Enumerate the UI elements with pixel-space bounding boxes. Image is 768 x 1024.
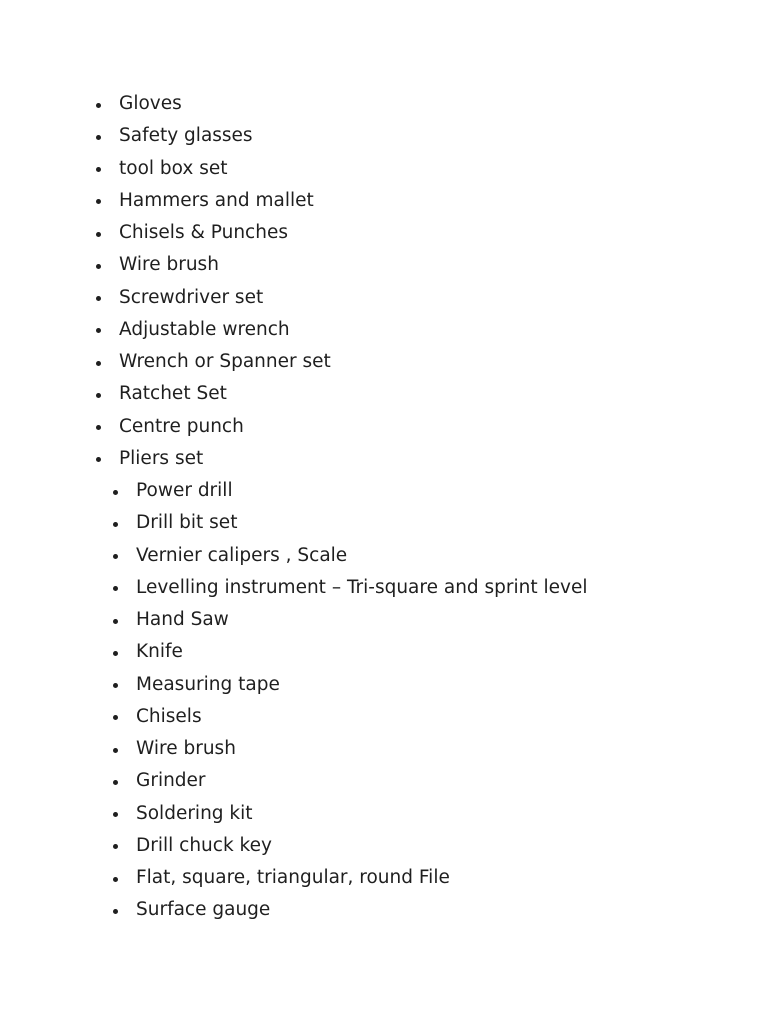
- list-item: [0, 217, 768, 249]
- bullet-icon: [113, 522, 118, 527]
- bullet-icon: [96, 264, 101, 269]
- bullet-icon: [96, 457, 101, 462]
- sub-list-item: [0, 830, 768, 862]
- bullet-icon: [96, 393, 101, 398]
- bullet-icon: [96, 425, 101, 430]
- list-item-text: Flat, square, triangular, round File: [136, 867, 450, 888]
- list-item-text: Grinder: [136, 770, 206, 792]
- sub-list-item: [0, 862, 768, 894]
- list-item-text: Levelling instrument – Tri-square and sprint level: [136, 576, 588, 598]
- bullet-icon: [113, 490, 118, 495]
- list-item: [0, 120, 768, 152]
- sub-list-item: [0, 540, 768, 572]
- list-item: [0, 378, 768, 410]
- list-item-text: Hammers and mallet: [119, 189, 314, 211]
- bullet-icon: [113, 780, 118, 785]
- sub-list-item: [0, 765, 768, 797]
- list-item-text: Drill bit set: [136, 512, 238, 534]
- list-item-text: Soldering kit: [136, 802, 253, 824]
- bullet-icon: [96, 103, 101, 108]
- list-item-text: Wrench or Spanner set: [119, 351, 331, 372]
- list-item-text: Wire brush: [119, 254, 219, 276]
- list-item-text: Screwdriver set: [119, 286, 264, 308]
- bullet-icon: [96, 232, 101, 237]
- list-item-text: Adjustable wrench: [119, 318, 290, 340]
- sub-list-item: [0, 669, 768, 701]
- list-item: [0, 153, 768, 185]
- list-item-text: Gloves: [119, 93, 182, 114]
- bullet-icon: [113, 683, 118, 688]
- list-item-text: Hand Saw: [136, 609, 229, 630]
- list-item: [0, 185, 768, 217]
- sub-list-item: [0, 507, 768, 539]
- sub-list-item: [0, 572, 768, 604]
- list-item-text: Centre punch: [119, 415, 244, 437]
- bullet-icon: [96, 167, 101, 172]
- list-item-text: Safety glasses: [119, 125, 253, 147]
- list-item-text: Measuring tape: [136, 673, 280, 695]
- bullet-icon: [113, 812, 118, 817]
- list-item: [0, 411, 768, 443]
- sub-list-item: [0, 475, 768, 507]
- list-item: [0, 314, 768, 346]
- sub-list-item: [0, 701, 768, 733]
- list-item-text: Wire brush: [136, 738, 236, 759]
- bullet-icon: [113, 844, 118, 849]
- list-item-text: Drill chuck key: [136, 834, 272, 856]
- bullet-icon: [113, 651, 118, 656]
- bullet-icon: [113, 715, 118, 720]
- bullet-icon: [96, 296, 101, 301]
- list-item-text: Chisels: [136, 705, 202, 727]
- bullet-icon: [113, 619, 118, 624]
- list-item: [0, 443, 768, 475]
- bullet-icon: [113, 748, 118, 753]
- bullet-icon: [96, 135, 101, 140]
- list-item: [0, 88, 768, 120]
- list-item: [0, 249, 768, 281]
- bullet-icon: [113, 877, 118, 882]
- list-item: [0, 346, 768, 378]
- list-item-text: Power drill: [136, 480, 233, 501]
- document-page: [0, 88, 768, 927]
- list-item-text: Chisels & Punches: [119, 222, 288, 243]
- list-item-text: Pliers set: [119, 447, 204, 469]
- bullet-icon: [113, 909, 118, 914]
- list-item: [0, 282, 768, 314]
- sub-list-item: [0, 636, 768, 668]
- bullet-icon: [96, 199, 101, 204]
- sub-list-item: [0, 604, 768, 636]
- list-item-text: Knife: [136, 641, 183, 663]
- list-item-text: tool box set: [119, 157, 228, 179]
- bullet-icon: [96, 361, 101, 366]
- tool-list: [0, 88, 768, 927]
- list-item-text: Vernier calipers , Scale: [136, 544, 348, 566]
- sub-list-item: [0, 894, 768, 926]
- bullet-icon: [113, 554, 118, 559]
- bullet-icon: [113, 586, 118, 591]
- list-item-text: Ratchet Set: [119, 383, 227, 405]
- list-item-text: Surface gauge: [136, 899, 271, 921]
- sub-list-item: [0, 798, 768, 830]
- bullet-icon: [96, 328, 101, 333]
- sub-list-item: [0, 733, 768, 765]
